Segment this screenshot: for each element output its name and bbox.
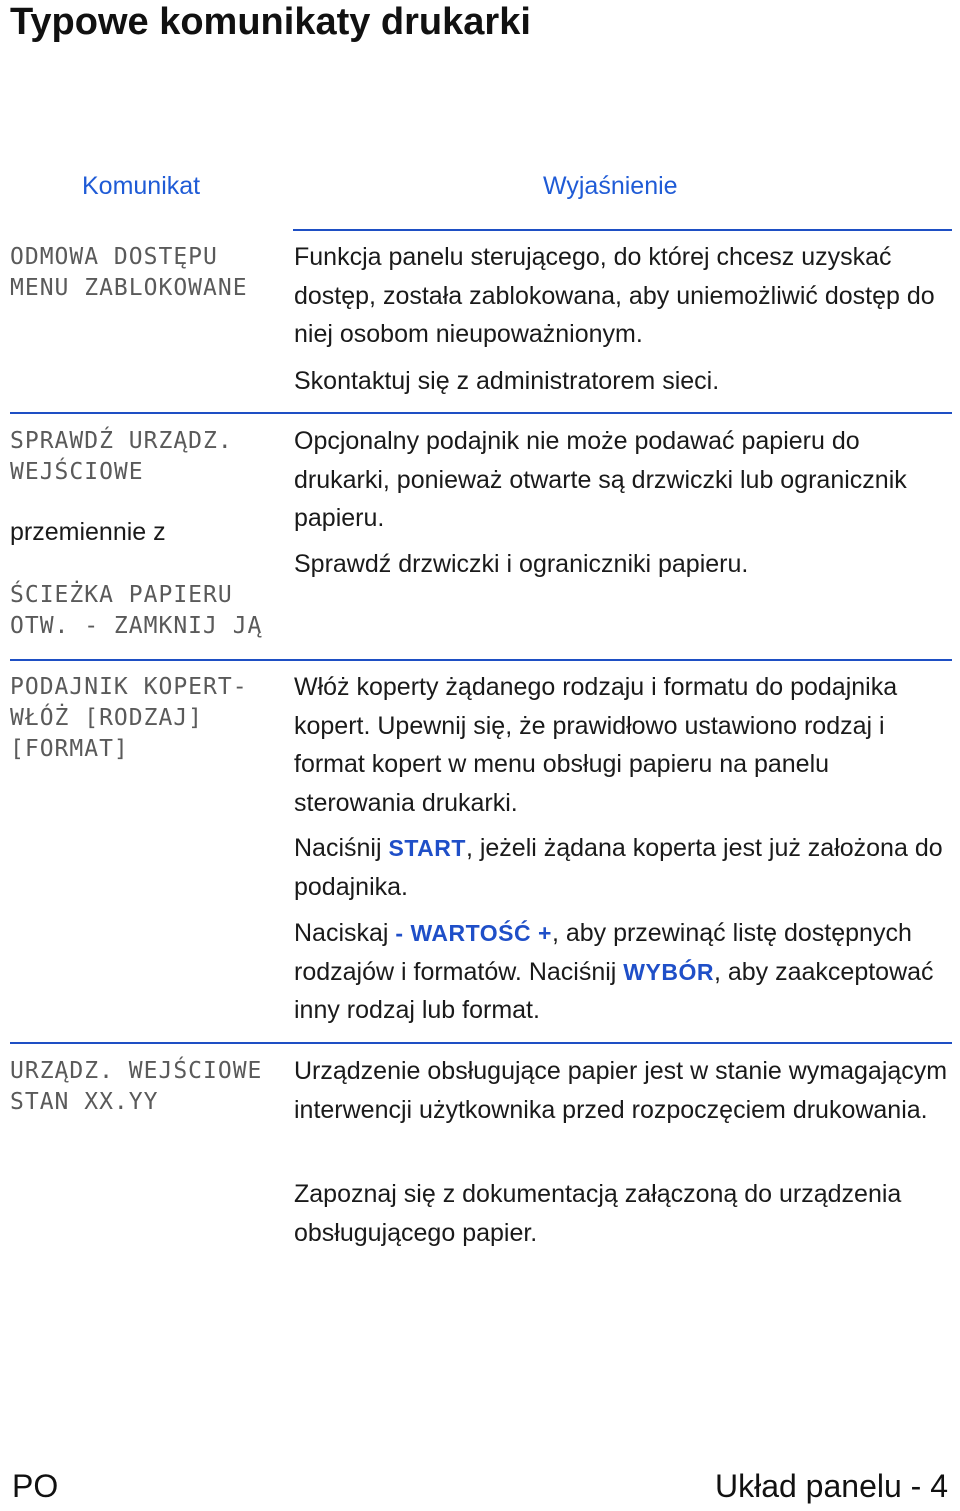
footer-page-number: Układ panelu - 4	[714, 1468, 948, 1504]
explanation-paragraph: Sprawdź drzwiczki i ograniczniki papieru.	[294, 550, 749, 578]
lcd-line: STAN XX.YY	[10, 1089, 159, 1115]
lcd-line: SPRAWDŹ URZĄDZ.	[10, 428, 233, 454]
lcd-message-check-input	[10, 426, 233, 488]
lcd-line: URZĄDZ. WEJŚCIOWE	[10, 1058, 263, 1084]
select-key-label: WYBÓR	[623, 958, 714, 985]
lcd-line: PODAJNIK KOPERT-	[10, 674, 248, 700]
lcd-message-envelope-feeder	[10, 672, 248, 765]
row-divider	[10, 1042, 952, 1044]
text-run: , jeżeli żądana koperta jest już założona do podajnika.	[294, 834, 943, 901]
text-run: , aby przewinąć listę dostępnych rodzajów i formatów. Naciśnij	[294, 919, 912, 986]
lcd-line: ODMOWA DOSTĘPU	[10, 244, 218, 270]
explanation-paragraph: Opcjonalny podajnik nie może podawać papieru do drukarki, ponieważ otwarte są drzwiczki lub ogranicznik papieru.	[294, 427, 907, 532]
column-header-explanation: Wyjaśnienie	[543, 172, 678, 200]
text-run: , aby zaakceptować inny rodzaj lub format.	[294, 957, 934, 1024]
text-run: Naciśnij	[294, 834, 389, 862]
explanation-paragraph: Funkcja panelu sterującego, do której chcesz uzyskać dostęp, została zablokowana, aby uniemożliwić dostęp do niej osobom nieupoważnionym.	[294, 243, 935, 348]
lcd-line: WEJŚCIOWE	[10, 459, 144, 485]
explanation-paragraph: Skontaktuj się z administratorem sieci.	[294, 367, 720, 395]
header-rule	[293, 229, 952, 231]
explanation-paragraph: Włóż koperty żądanego rodzaju i formatu do podajnika kopert. Upewnij się, że prawidłowo ustawiono rodzaj i format kopert w menu obsługi papieru na panelu sterowania drukarki.	[294, 673, 898, 817]
value-key-label: - WARTOŚĆ +	[395, 920, 552, 946]
explanation-paragraph	[294, 914, 949, 1030]
lcd-line: OTW. - ZAMKNIJ JĄ	[10, 613, 263, 639]
alternating-label: przemiennie z	[10, 518, 166, 546]
lcd-message-access-denied	[10, 242, 248, 304]
explanation-paragraph	[294, 829, 949, 906]
lcd-message-paper-path	[10, 580, 262, 642]
lcd-line: ŚCIEŻKA PAPIERU	[10, 582, 233, 608]
lcd-message-input-device-status	[10, 1056, 262, 1118]
text-run: Naciskaj	[294, 919, 396, 947]
start-key-label: START	[388, 835, 466, 861]
row-divider	[10, 659, 952, 661]
row-divider	[10, 412, 952, 414]
page-title: Typowe komunikaty drukarki	[10, 1, 531, 43]
lcd-line: WŁÓŻ [RODZAJ]	[10, 705, 204, 731]
lcd-line: MENU ZABLOKOWANE	[10, 275, 248, 301]
explanation-paragraph: Urządzenie obsługujące papier jest w stanie wymagającym interwencji użytkownika przed rozpoczęciem drukowania.	[294, 1057, 948, 1124]
explanation-paragraph: Zapoznaj się z dokumentacją załączoną do urządzenia obsługującego papier.	[294, 1180, 902, 1247]
footer-language: PO	[12, 1468, 59, 1504]
column-header-message: Komunikat	[82, 172, 201, 200]
lcd-line: [FORMAT]	[10, 736, 129, 762]
